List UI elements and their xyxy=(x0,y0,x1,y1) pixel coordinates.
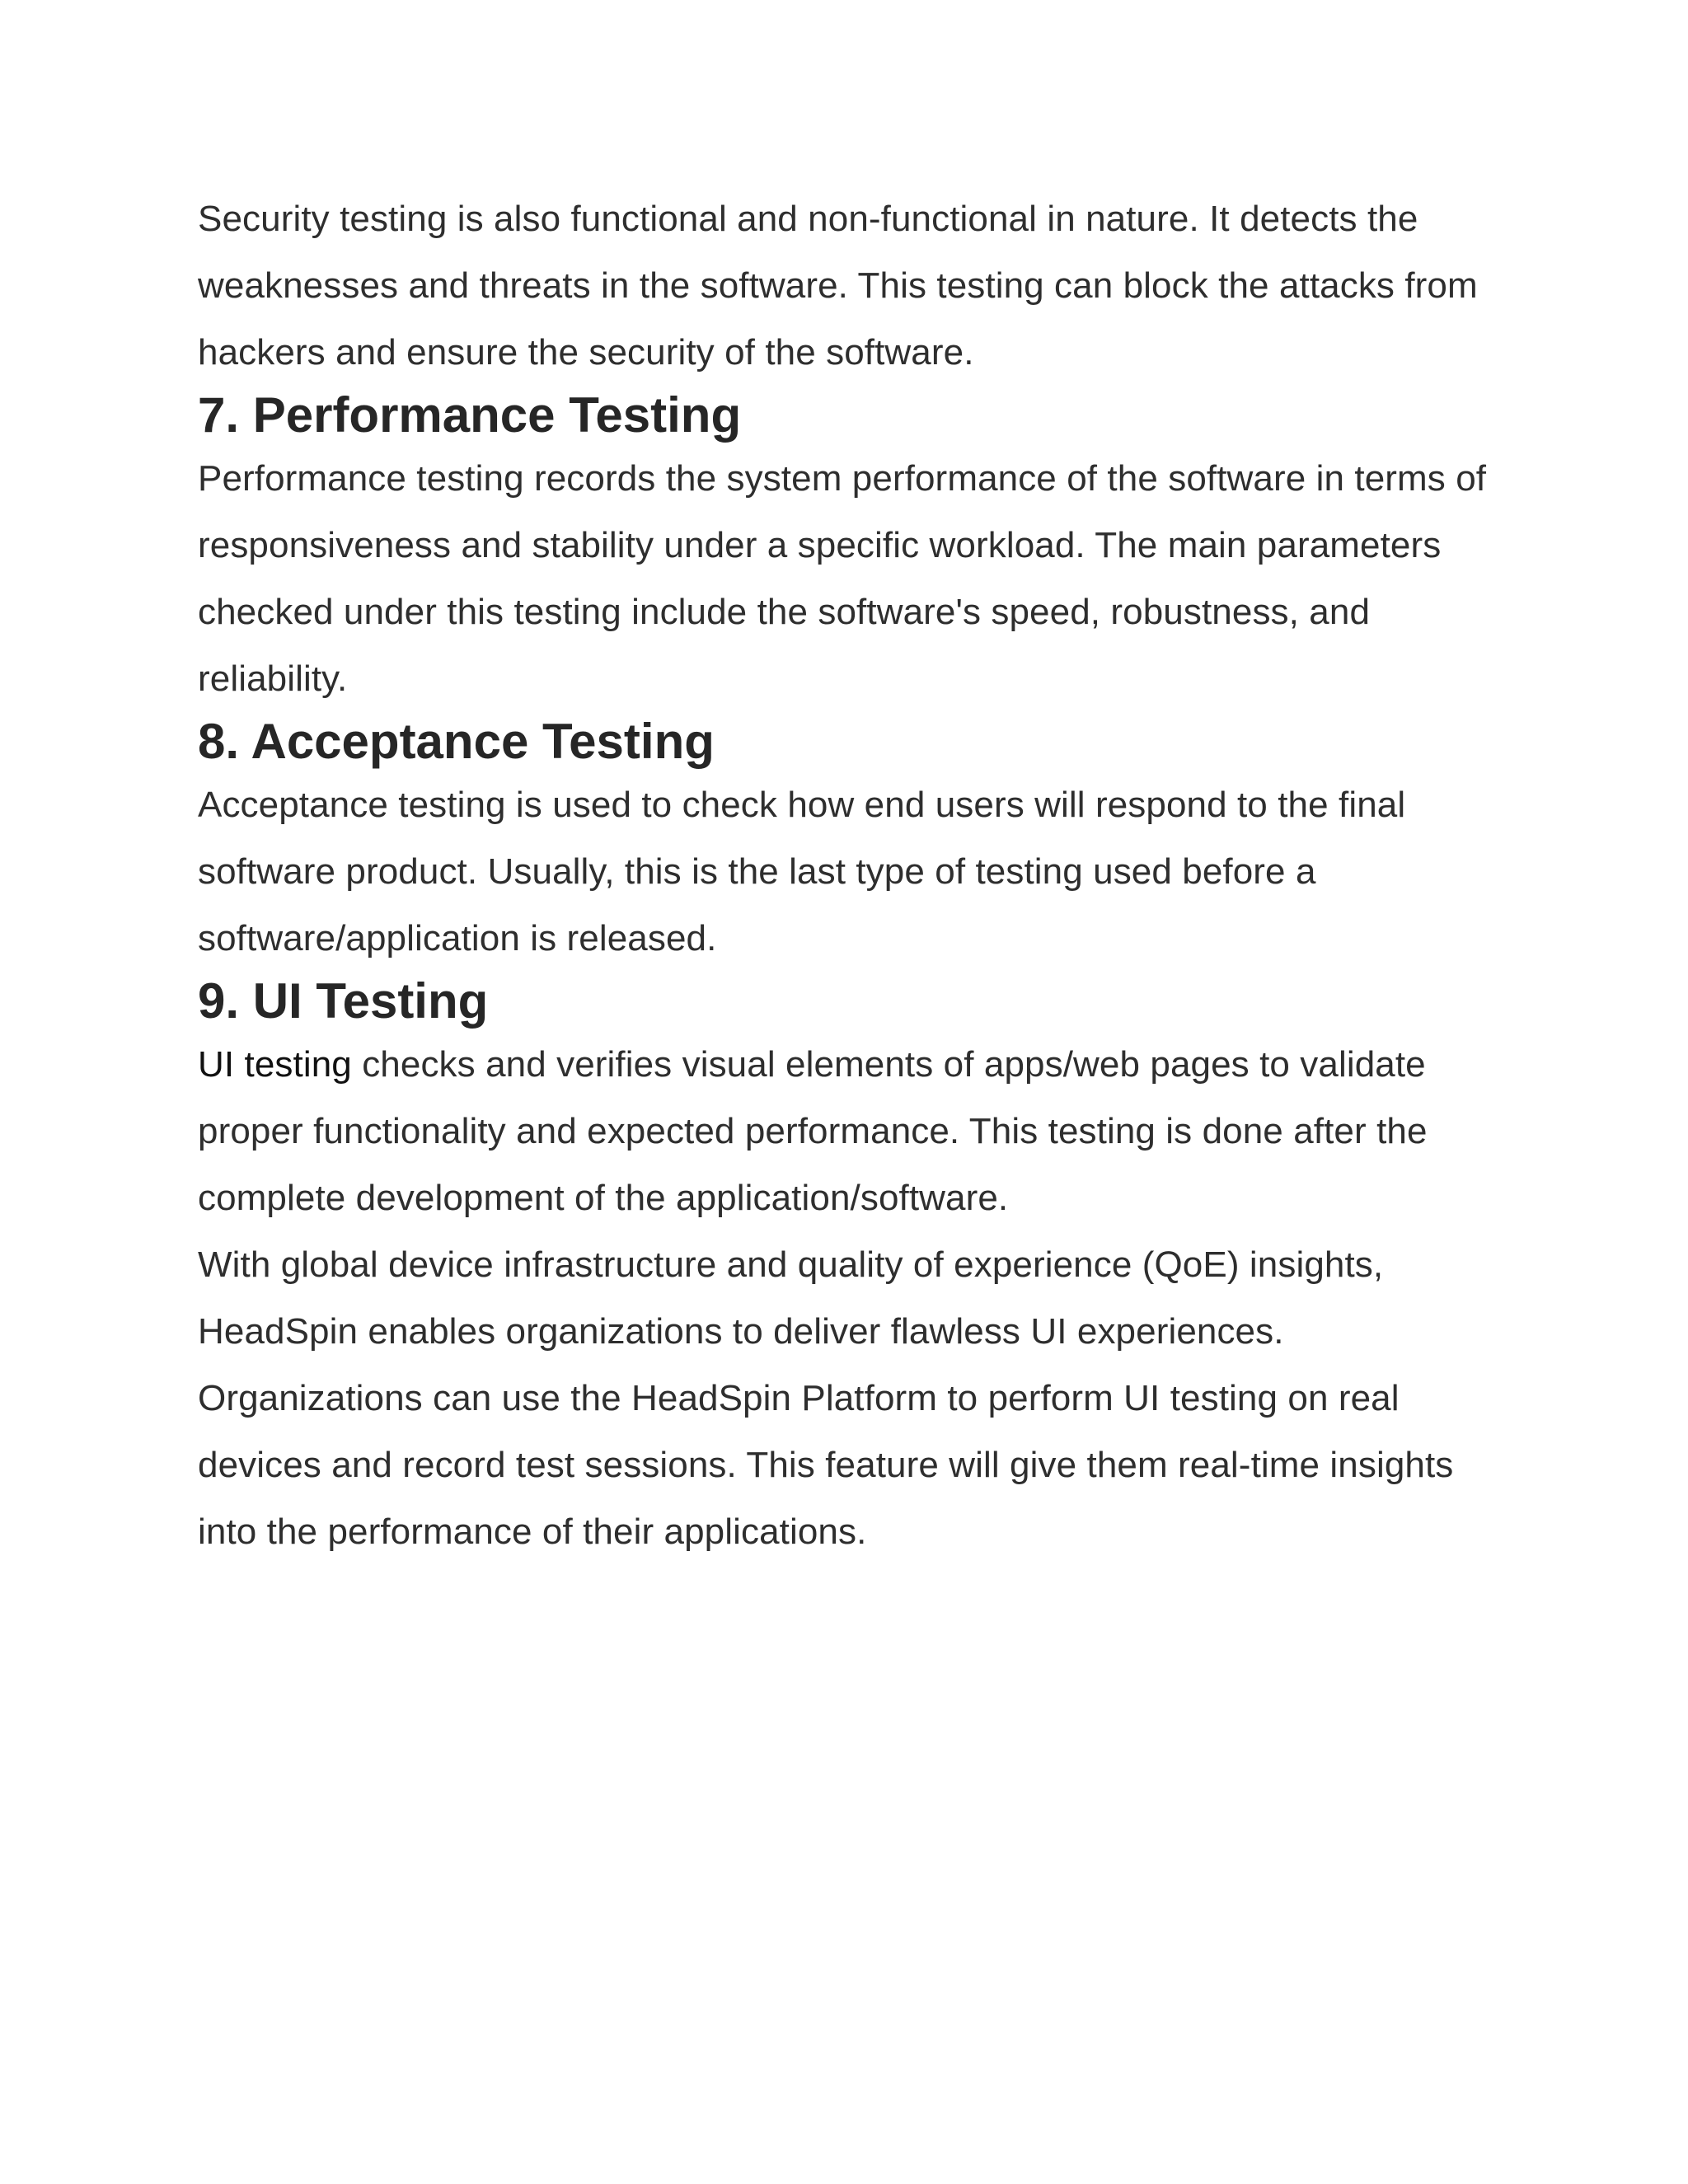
headspin-paragraph: With global device infrastructure and quality of experience (QoE) insights, HeadSpin enables organizations to deliver flawless UI experiences. Organizations can use the HeadSpin Platform to perform UI testing on real devices and record test sessions. This feature will give them real-time insights into the performance of their applications. xyxy=(198,1244,1454,1552)
acceptance-testing-paragraph: Acceptance testing is used to check how end users will respond to the final software product. Usually, this is the last type of testing used before a software/application is released. xyxy=(198,785,1406,958)
acceptance-testing-heading: 8. Acceptance Testing xyxy=(198,714,715,769)
ui-testing-paragraph-text: checks and verifies visual elements of apps/web pages to validate proper functionality and expected performance. This testing is done after the complete development of the application/software. xyxy=(198,1044,1428,1218)
performance-testing-paragraph: Performance testing records the system performance of the software in terms of responsiveness and stability under a specific workload. The main parameters checked under this testing include the software's speed, robustness, and reliability. xyxy=(198,458,1487,699)
ui-testing-paragraph xyxy=(198,1031,1517,1231)
security-testing-paragraph: Security testing is also functional and non-functional in nature. It detects the weaknesses and threats in the software. This testing can block the attacks from hackers and ensure the security of the software. xyxy=(198,199,1478,373)
performance-testing-heading: 7. Performance Testing xyxy=(198,387,742,443)
article-content xyxy=(198,185,1517,1565)
ui-testing-link[interactable]: UI testing xyxy=(198,1044,352,1085)
ui-testing-heading: 9. UI Testing xyxy=(198,973,489,1029)
